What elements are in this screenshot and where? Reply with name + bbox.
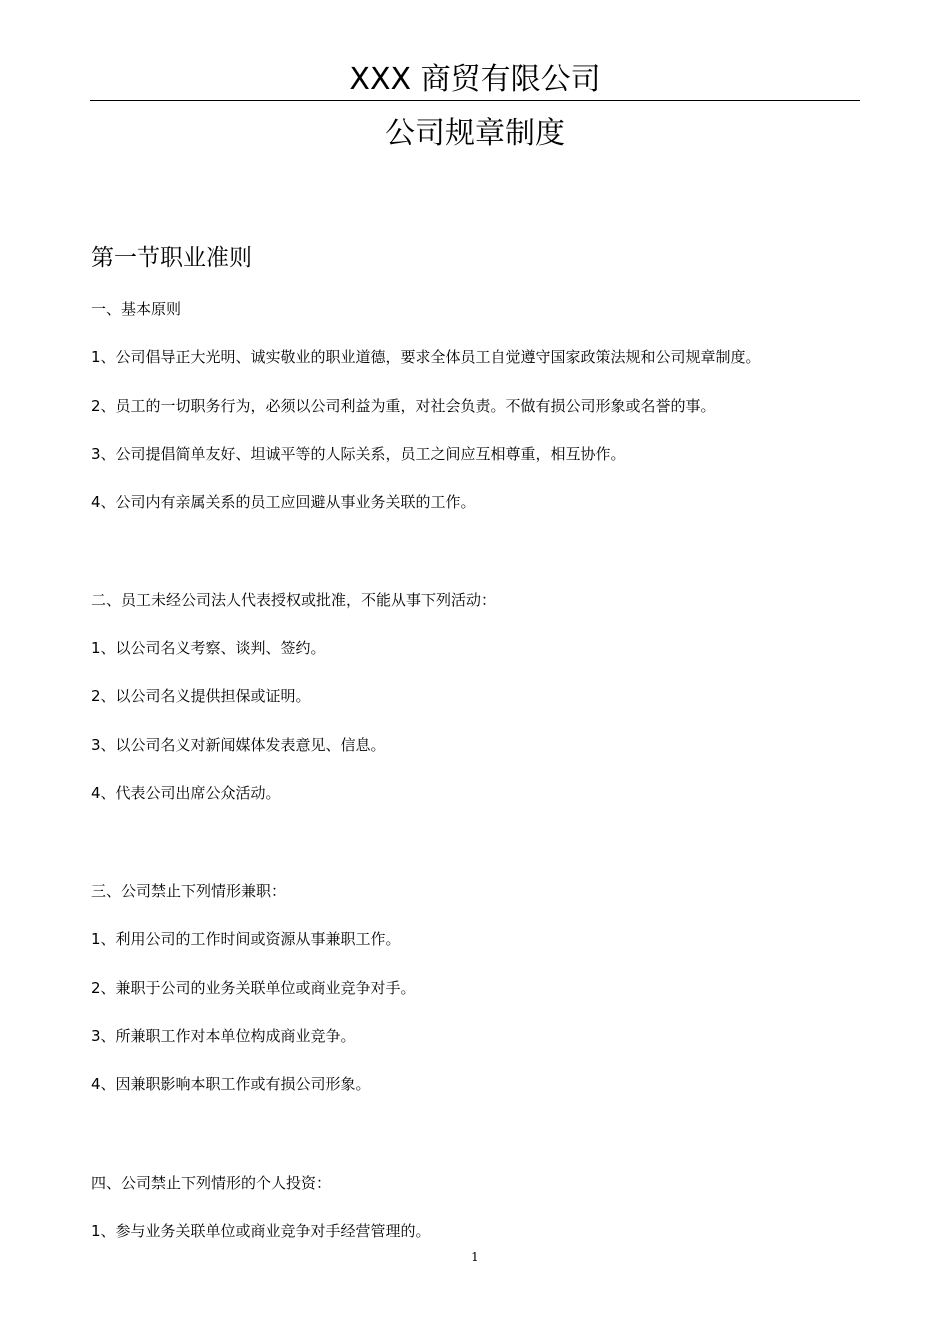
paragraph-line: 1、以公司名义考察、谈判、签约。 [91,639,326,657]
paragraph-line: 2、兼职于公司的业务关联单位或商业竞争对手。 [91,979,416,997]
document-title: 公司规章制度 [385,116,565,151]
paragraph-line: 1、利用公司的工作时间或资源从事兼职工作。 [91,930,401,948]
paragraph-line: 2、以公司名义提供担保或证明。 [91,687,311,705]
section-heading: 第一节职业准则 [91,245,252,271]
page-number: 1 [471,1250,479,1264]
subsection-title-basic-principles: 一、基本原则 [91,300,182,318]
paragraph-line: 3、以公司名义对新闻媒体发表意见、信息。 [91,736,386,754]
paragraph-line: 3、公司提倡简单友好、坦诚平等的人际关系，员工之间应互相尊重，相互协作。 [91,445,626,463]
paragraph-line: 4、因兼职影响本职工作或有损公司形象。 [91,1075,371,1093]
header-divider [90,100,860,101]
paragraph-line: 1、参与业务关联单位或商业竞争对手经营管理的。 [91,1222,431,1240]
paragraph-line: 3、所兼职工作对本单位构成商业竞争。 [91,1027,356,1045]
paragraph-line: 2、员工的一切职务行为，必须以公司利益为重，对社会负责。不做有损公司形象或名誉的事。 [91,397,716,415]
paragraph-line: 4、公司内有亲属关系的员工应回避从事业务关联的工作。 [91,493,476,511]
subsection-title-part-time-jobs: 三、公司禁止下列情形兼职： [91,882,287,900]
company-name-header: XXX 商贸有限公司 [349,62,601,97]
subsection-title-unauthorized-activities: 二、员工未经公司法人代表授权或批准，不能从事下列活动： [91,591,497,609]
paragraph-line: 1、公司倡导正大光明、诚实敬业的职业道德，要求全体员工自觉遵守国家政策法规和公司规章制度。 [91,348,761,366]
paragraph-line: 4、代表公司出席公众活动。 [91,784,281,802]
subsection-title-personal-investment: 四、公司禁止下列情形的个人投资： [91,1174,332,1192]
